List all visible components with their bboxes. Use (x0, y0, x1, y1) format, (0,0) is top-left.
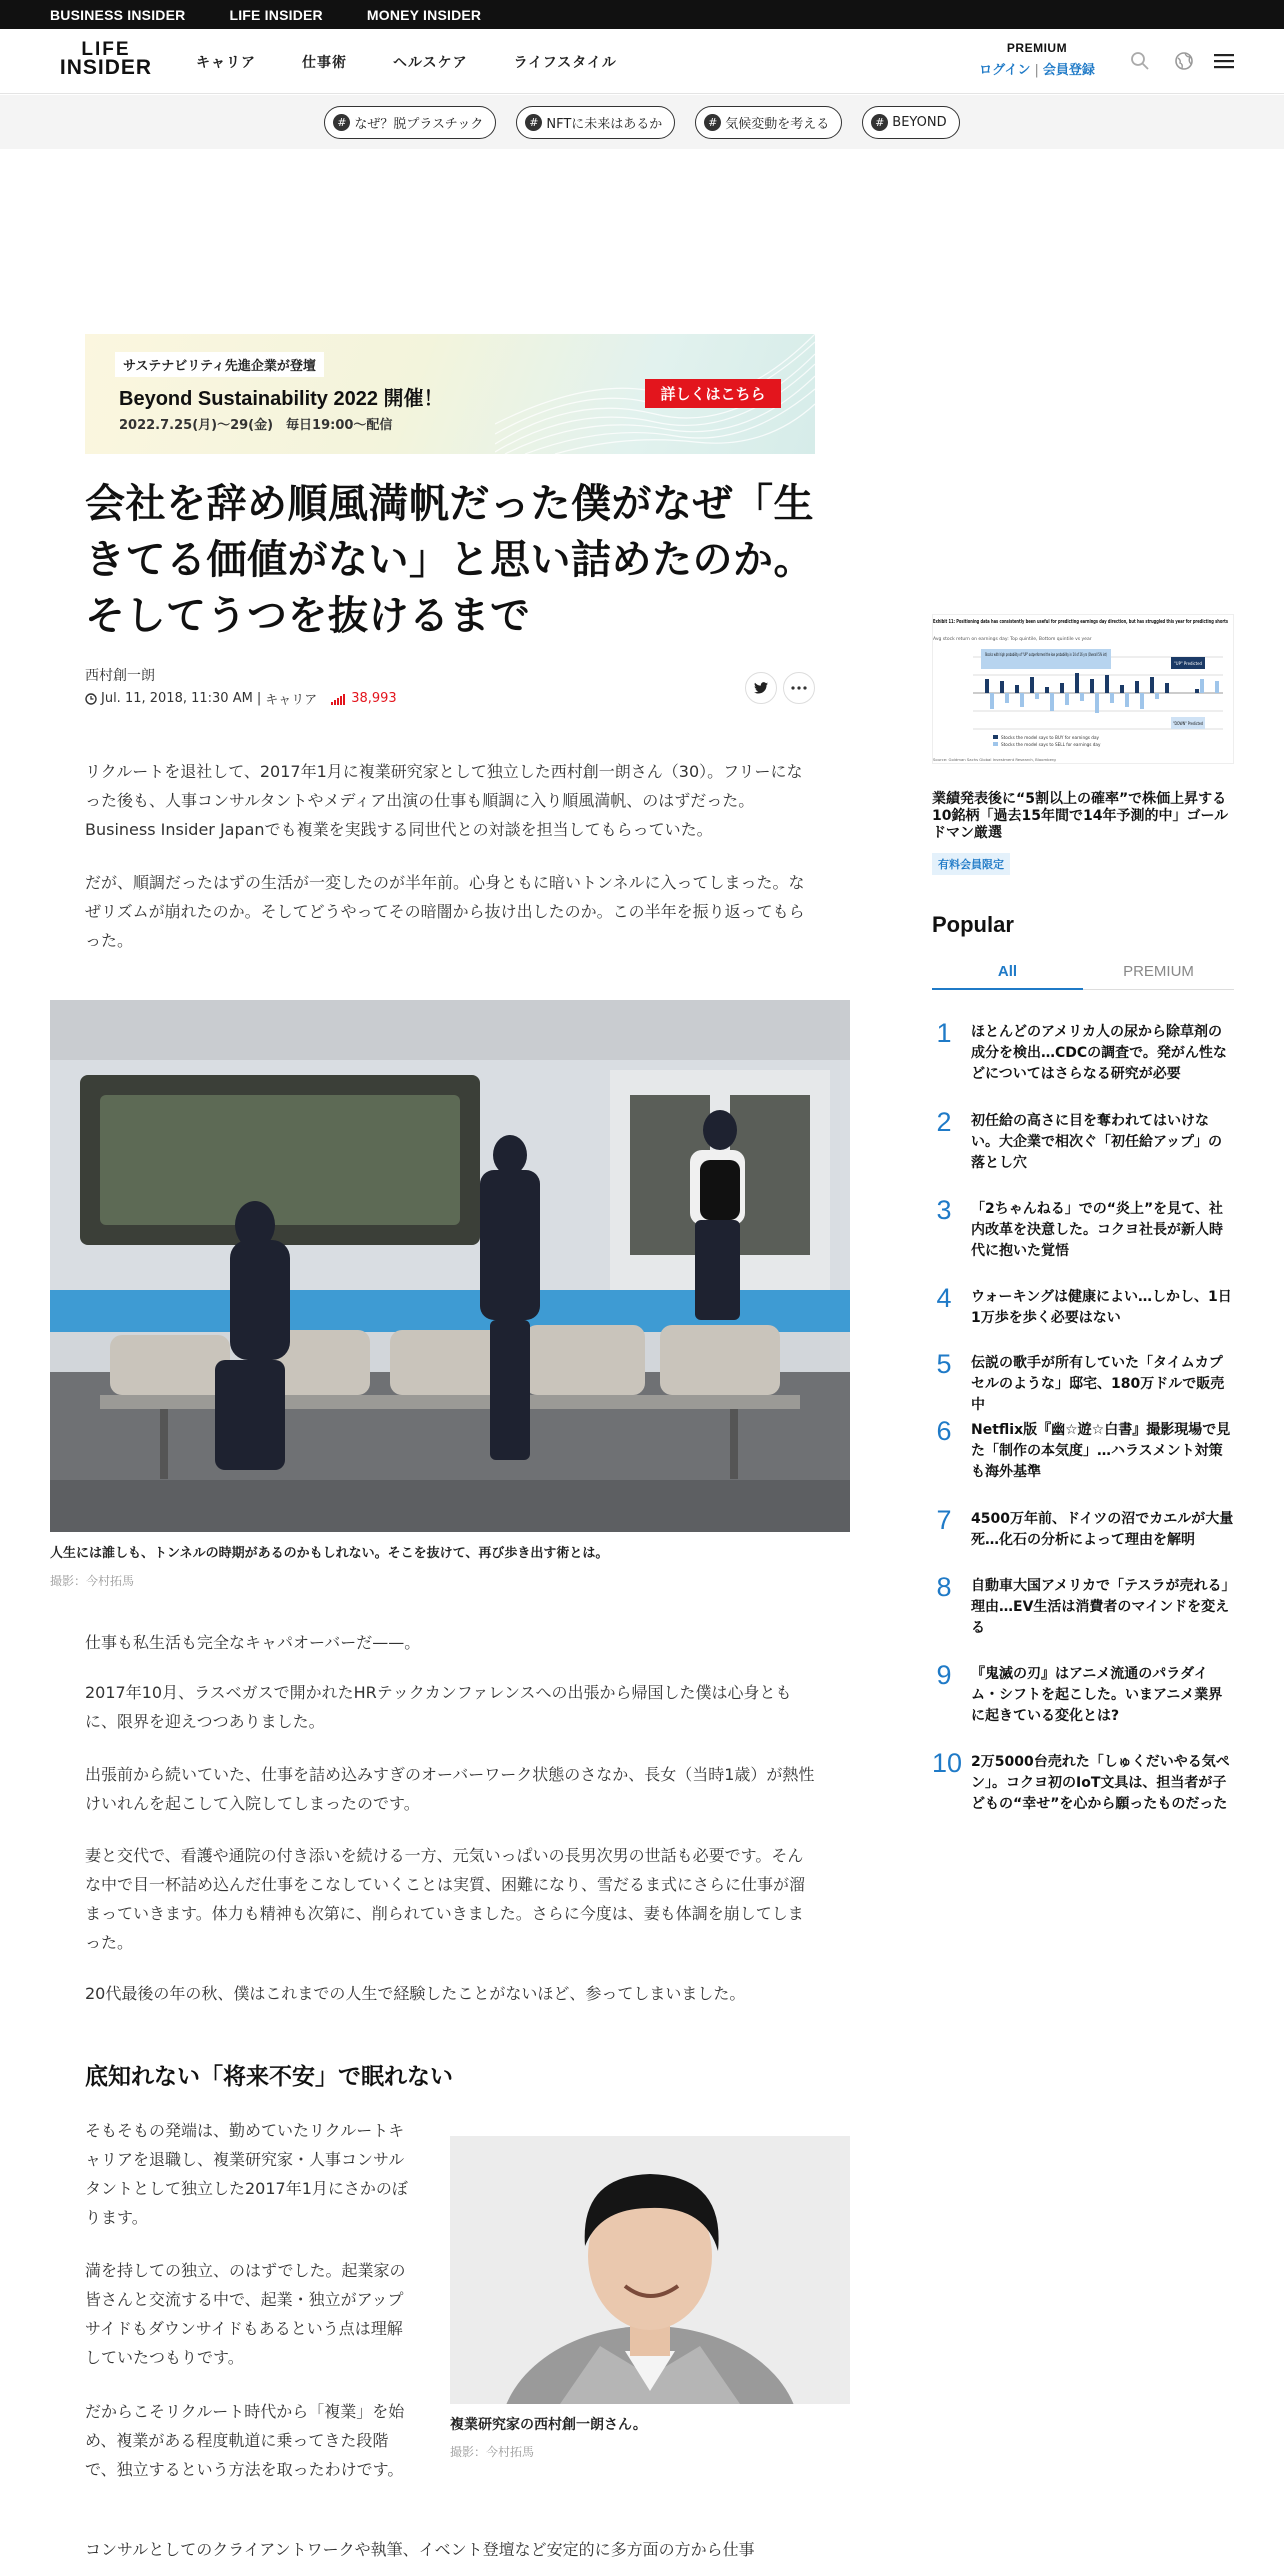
premium-label: PREMIUM (1006, 41, 1068, 55)
register-link[interactable]: 会員登録 (1042, 63, 1095, 78)
portrait-credit: 撮影：今村拓馬 (450, 2445, 535, 2459)
article-main-photo (50, 1000, 850, 1532)
ad-chart-source: Source: Goldman Sachs Global Investment Research, Bloomberg (933, 757, 1056, 762)
ad-chart-subtitle: Avg stock return on earnings day: Top quintile, Bottom quintile vs year (933, 637, 1092, 642)
topic-bar (0, 95, 1284, 149)
photo-caption: 人生には誰しも、トンネルの時期があるのかもしれない。そこを抜けて、再び歩き出す術とは。 (50, 1546, 609, 1561)
article-headline: 会社を辞め順風満帆だった僕がなぜ「生きてる価値がない」と思い詰めたのか。そしてうつを抜けるまで (85, 481, 814, 639)
hash-icon: # (871, 114, 888, 131)
sidebar-ad-title[interactable]: 業績発表後に“5割以上の確率”で株価上昇する10銘柄「過去15年間で14年予測的中」ゴールドマン厳選 (932, 791, 1229, 841)
topic-chip[interactable]: # BEYOND (862, 106, 959, 139)
banner-date: 2022.7.25(月)〜29(金) 毎日19:00〜配信 (119, 418, 393, 433)
members-only-badge: 有料会員限定 (932, 853, 1010, 875)
rank-number: 1 (936, 1018, 952, 1048)
banner-details-button[interactable]: 詳しくはこちら (645, 379, 781, 408)
article-paragraph: だが、順調だったはずの生活が一変したのが半年前。心身ともに暗いトンネルに入ってしまった。なぜリズムが崩れたのか。そしてどうやってその暗闇から抜け出したのか。この半年を振り返ってもらった。 (85, 873, 805, 950)
article-paragraph: コンサルとしてのクライアントワークや執筆、イベント登壇など安定的に多方面の方から仕事 (85, 2540, 755, 2559)
article-paragraph: 満を持しての独立、のはずでした。起業家の皆さんと交流する中で、起業・独立がアップサイドもダウンサイドもあるという点は理解していたつもりです。 (85, 2261, 406, 2367)
network-link-money-insider[interactable]: MONEY INSIDER (366, 6, 482, 23)
portrait-caption: 複業研究家の西村創一朗さん。 (450, 2417, 647, 2433)
article-paragraph: 出張前から続いていた、仕事を詰め込みすぎのオーバーワーク状態のさなか、長女（当時1歳）が熱性けいれんを起こして入院してしまったのです。 (85, 1765, 815, 1813)
login-link[interactable]: ログイン (979, 63, 1031, 78)
globe-icon[interactable] (1172, 49, 1196, 73)
site-header (0, 29, 1284, 94)
rank-number: 4 (936, 1283, 952, 1313)
ad-chart-title: Exhibit 11: Positioning data has consistently been useful for predicting earnings day direction, but has struggled this year for predicting shorts (933, 619, 1229, 625)
meta-separator: | (256, 691, 262, 706)
article-paragraph: 2017年10月、ラスベガスで開かれたHRテックカンファレンスへの出張から帰国した僕は心身ともに、限界を迎えつつありました。 (85, 1683, 792, 1731)
article-meta (85, 689, 397, 708)
article-paragraph: 妻と交代で、看護や通院の付き添いを続ける一方、元気いっぱいの長男次男の世話も必要です。そんな中で目一杯詰め込んだ仕事をこなしていくことは実質、困難になり、雪だるま式にさらに仕事が溜まっていきます。体力も精神も次第に、削られていきました。さらに今度は、妻も体調を崩してしまった。 (85, 1846, 806, 1952)
search-icon[interactable] (1128, 49, 1152, 73)
hash-icon: # (525, 114, 542, 131)
tab-all[interactable]: All (932, 958, 1083, 990)
ad-chart-note: Stocks with high probability of "UP" outperformed the low probability in 14 of 16 yrs (Overall 5% int) (985, 653, 1206, 658)
nav-item-work[interactable]: 仕事術 (302, 54, 347, 71)
article-paragraph: リクルートを退社して、2017年1月に複業研究家として独立した西村創一朗さん（30）。フリーになった後も、人事コンサルタントやメディア出演の仕事も順調に入り順風満帆、のはずだった。Business Insider Japanでも複業を実践する同世代との対談を担当してもらっていた。 (85, 762, 803, 839)
rank-number: 3 (936, 1195, 952, 1225)
sidebar-ad-chart-image[interactable] (932, 614, 1234, 764)
more-icon (791, 686, 807, 690)
topic-chip[interactable]: # なぜ？脱プラスチック (324, 106, 496, 139)
ad-chart-callout-up: "UP" Predicted (1174, 662, 1206, 667)
network-link-business-insider[interactable]: BUSINESS INSIDER (50, 6, 186, 23)
banner-title: Beyond Sustainability 2022 開催！ (119, 388, 444, 410)
article-subheading: 底知れない「将来不安」で眠れない (85, 2064, 453, 2090)
nav-item-healthcare[interactable]: ヘルスケア (393, 54, 468, 71)
nav-item-lifestyle[interactable]: ライフスタイル (513, 54, 617, 71)
popular-tabs (932, 958, 1234, 990)
popular-item-title: Netflix版『幽☆遊☆白書』撮影現場で見た「制作の本気度」…ハラスメント対策も海外基準 (971, 1422, 1231, 1480)
rank-number: 2 (936, 1107, 952, 1137)
topic-chip[interactable]: # NFTに未来はあるか (516, 106, 675, 139)
popular-item-title: 「2ちゃんねる」での“炎上”を見て、社内改革を決意した。コクヨ社長が新人時代に抱いた覚悟 (971, 1201, 1223, 1259)
topic-chip[interactable]: # 気候変動を考える (695, 106, 842, 139)
twitter-icon (754, 682, 768, 694)
ad-chart-callout-down: "DOWN" Predicted (1173, 722, 1214, 727)
twitter-share-button[interactable] (745, 672, 777, 704)
rank-number: 5 (936, 1349, 952, 1379)
views-icon (331, 693, 345, 705)
banner-tag: サステナビリティ先進企業が登壇 (115, 352, 324, 377)
rank-number: 7 (936, 1505, 952, 1535)
popular-item-title: 2万5000台売れた「しゅくだいやる気ペン」。コクヨ初のIoT文具は、担当者が子どもの“幸せ”を心から願ったものだった (971, 1754, 1230, 1812)
more-share-button[interactable] (783, 672, 815, 704)
article-paragraph: そもそもの発端は、勤めていたリクルートキャリアを退職し、複業研究家・人事コンサルタントとして独立した2017年1月にさかのぼります。 (85, 2121, 408, 2227)
article-date: Jul. 11, 2018, 11:30 AM (101, 691, 253, 706)
login-separator: | (1034, 63, 1039, 78)
nav-item-career[interactable]: キャリア (196, 54, 256, 71)
rank-number: 10 (932, 1748, 963, 1778)
main-nav (196, 29, 617, 94)
popular-item-title: 自動車大国アメリカで「テスラが売れる」理由…EV生活は消費者のマインドを変える (971, 1578, 1230, 1636)
clock-icon (85, 693, 97, 705)
view-count: 38,993 (351, 691, 397, 706)
author-name[interactable]: 西村創一朗 (85, 668, 155, 684)
article-paragraph: 仕事も私生活も完全なキャパオーバーだ——。 (85, 1633, 421, 1652)
hash-icon: # (333, 114, 350, 131)
article-category[interactable]: キャリア (265, 693, 318, 708)
rank-number: 8 (936, 1572, 952, 1602)
article-paragraph: 20代最後の年の秋、僕はこれまでの人生で経験したことがないほど、参ってしまいました。 (85, 1984, 746, 2003)
popular-item-title: 伝説の歌手が所有していた「タイムカプセルのような」邸宅、180万ドルで販売中 (971, 1355, 1225, 1413)
network-bar (0, 0, 1284, 29)
hash-icon: # (704, 114, 721, 131)
popular-item-title: ほとんどのアメリカ人の尿から除草剤の成分を検出…CDCの調査で。発がん性などについてはさらなる研究が必要 (971, 1024, 1227, 1082)
popular-item-title: 『鬼滅の刃』はアニメ流通のパラダイム・シフトを起こした。いまアニメ業界に起きている変化とは? (971, 1666, 1223, 1724)
menu-icon[interactable] (1212, 49, 1236, 73)
ad-chart-legend-buy: Stocks the model says to BUY for earnings day (1001, 735, 1099, 740)
tab-premium[interactable]: PREMIUM (1123, 963, 1194, 980)
ad-chart-legend-sell: Stocks the model says to SELL for earnings day (1001, 742, 1101, 747)
rank-number: 6 (936, 1416, 952, 1446)
article-paragraph: だからこそリクルート時代から「複業」を始め、複業がある程度軌道に乗ってきた段階で、独立するという方法を取ったわけです。 (85, 2402, 405, 2479)
premium-box (972, 41, 1102, 78)
popular-item-title: 4500万年前、ドイツの沼でカエルが大量死…化石の分析によって理由を解明 (971, 1511, 1234, 1548)
popular-heading: Popular (932, 912, 1014, 937)
photo-credit: 撮影：今村拓馬 (50, 1574, 135, 1588)
author-portrait-photo (450, 2136, 850, 2404)
popular-item-title: 初任給の高さに目を奪われてはいけない。大企業で相次ぐ「初任給アップ」の落とし穴 (971, 1113, 1223, 1171)
network-link-life-insider[interactable]: LIFE INSIDER (229, 6, 323, 23)
popular-item-title: ウォーキングは健康によい…しかし、1日1万歩を歩く必要はない (971, 1289, 1232, 1326)
rank-number: 9 (936, 1660, 952, 1690)
site-logo[interactable]: LIFE INSIDER (59, 39, 153, 79)
event-banner[interactable] (85, 334, 815, 454)
